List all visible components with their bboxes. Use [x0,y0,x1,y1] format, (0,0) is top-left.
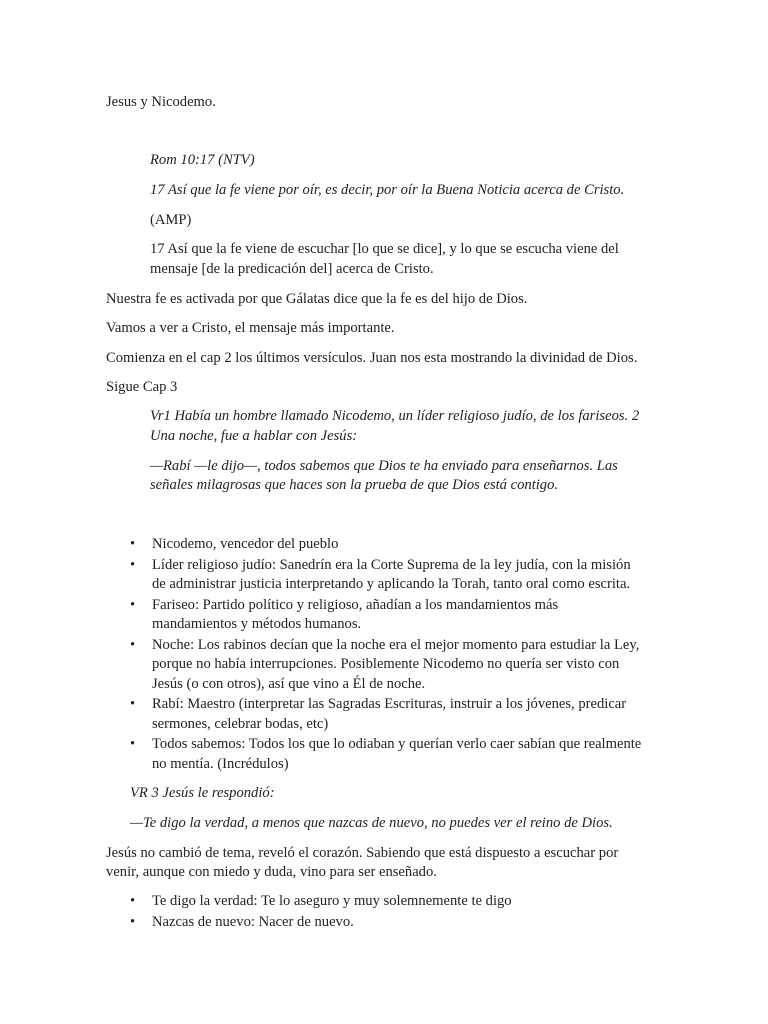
quote-line: señales milagrosas que haces son la prueba de que Dios está contigo. [150,477,559,493]
list-item: • Nicodemo, vencedor del pueblo [130,535,670,555]
quote-line: —Rabí —le dijo—, todos sabemos que Dios te ha enviado para enseñarnos. Las [150,458,618,474]
paragraph: Sigue Cap 3 [106,379,178,395]
verse-heading: VR 3 Jesús le respondió: [130,785,275,801]
amp-label: (AMP) [150,212,192,228]
list-item: • Nazcas de nuevo: Nacer de nuevo. [130,913,670,933]
verse-amp-line1: 17 Así que la fe viene de escuchar [lo que se dice], y lo que se escucha viene del [150,241,619,257]
list-item: • Fariseo: Partido político y religioso, añadían a los mandamientos más mandamientos y métodos humanos. [130,596,559,632]
list-item: • Te digo la verdad: Te lo aseguro y muy solemnemente te digo [130,892,670,912]
list-item: • Líder religioso judío: Sanedrín era la Corte Suprema de la ley judía, con la misión de administrar justicia interpretando y aplicando la Torah, tanto oral como escrita. [130,556,631,592]
quote-line: Una noche, fue a hablar con Jesús: [150,428,358,444]
quote-line: Vr1 Había un hombre llamado Nicodemo, un líder religioso judío, de los fariseos. 2 [150,408,640,424]
paragraph: Nuestra fe es activada por que Gálatas dice que la fe es del hijo de Dios. [106,291,528,307]
bullet-icon: • [130,636,136,653]
paragraph: Vamos a ver a Cristo, el mensaje más importante. [106,320,395,336]
paragraph-line: venir, aunque con miedo y duda, vino para ser enseñado. [106,864,437,880]
bullet-icon: • [130,536,136,552]
bullet-icon: • [130,696,136,712]
bullet-icon: • [130,893,136,909]
bullet-icon: • [130,913,136,930]
bullet-icon: • [130,596,136,613]
paragraph: Comienza en el cap 2 los últimos versículos. Juan nos esta mostrando la divinidad de Dios. [106,350,638,366]
verse-reference: Rom 10:17 (NTV) [150,152,255,168]
paragraph-line: Jesús no cambió de tema, reveló el corazón. Sabiendo que está dispuesto a escuchar por [106,845,619,861]
list-item: • Noche: Los rabinos decían que la noche era el mejor momento para estudiar la Ley, porque no había interrupciones. Posiblemente Nicodemo no quería ser visto con Jesús (o con otros), así que vino a Él de noche. [130,636,640,692]
verse-ntv: 17 Así que la fe viene por oír, es decir, por oír la Buena Noticia acerca de Cristo. [150,182,625,198]
bullet-icon: • [130,736,136,752]
bullet-list [130,535,670,775]
bullet-list [130,892,670,933]
list-item: • Todos sabemos: Todos los que lo odiaban y querían verlo caer sabían que realmente no mentía. (Incrédulos) [130,736,642,772]
doc-title: Jesus y Nicodemo. [106,94,216,110]
list-item: • Rabí: Maestro (interpretar las Sagradas Escrituras, instruir a los jóvenes, predicar sermones, celebrar bodas, etc) [130,696,627,732]
verse-amp-line2: mensaje [de la predicación del] acerca de Cristo. [150,261,434,277]
verse-quote: —Te digo la verdad, a menos que nazcas de nuevo, no puedes ver el reino de Dios. [130,815,613,831]
bullet-icon: • [130,556,136,573]
